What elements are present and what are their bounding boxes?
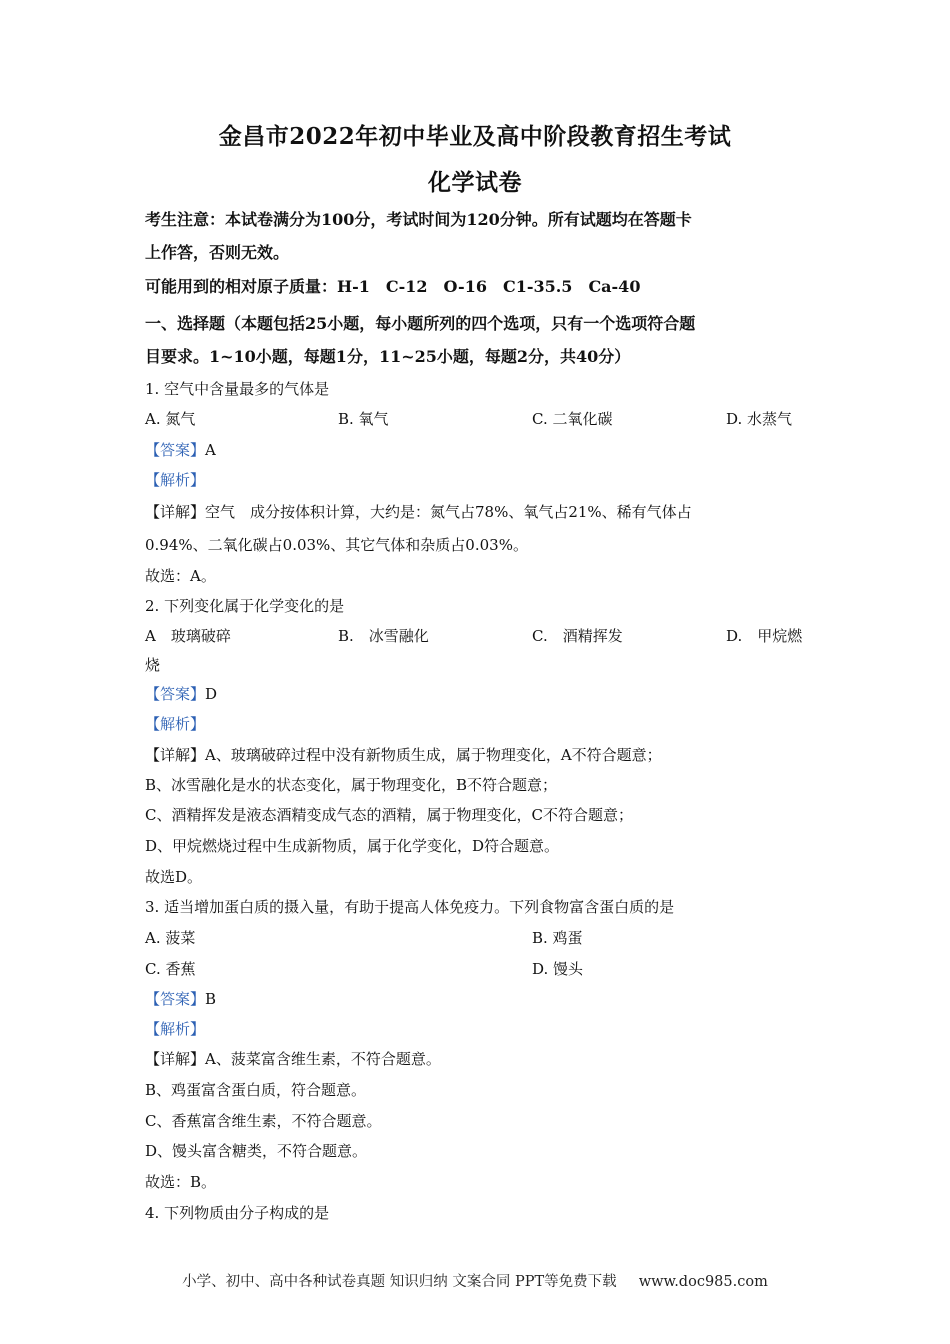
exam-subtitle: 化学试卷 [428, 169, 522, 196]
q2-option-wrap: 烧 [145, 656, 161, 674]
footer-text: 小学、初中、高中各种试卷真题 知识归纳 文案合同 PPT等免费下载 [182, 1274, 617, 1290]
q2-option-a: A 玻璃破碎 [145, 627, 231, 645]
q2-answer [145, 683, 217, 704]
answer-value: A [205, 441, 216, 459]
q2-option-c: C. 酒精挥发 [532, 627, 623, 645]
answer-tag: 【答案】 [145, 990, 206, 1008]
q2-stem: 2. 下列变化属于化学变化的是 [145, 597, 345, 615]
q3-answer [145, 988, 216, 1009]
q1-stem: 1. 空气中含量最多的气体是 [145, 380, 330, 398]
q3-detail-line: 【详解】A、菠菜富含维生素，不符合题意。 [145, 1050, 441, 1068]
q4-stem: 4. 下列物质由分子构成的是 [145, 1204, 330, 1222]
q1-option-c: C. 二氧化碳 [532, 410, 613, 428]
answer-value: B [205, 990, 217, 1008]
q3-option-a: A. 菠菜 [145, 929, 196, 947]
q1-option-a: A. 氮气 [145, 410, 196, 428]
q3-detail-line: C、香蕉富含维生素，不符合题意。 [145, 1112, 382, 1130]
q3-option-c: C. 香蕉 [145, 960, 196, 978]
exam-title: 金昌市2022年初中毕业及高中阶段教育招生考试 [218, 123, 732, 150]
answer-tag: 【答案】 [145, 441, 206, 459]
q2-detail-line: D、甲烷燃烧过程中生成新物质，属于化学变化，D符合题意。 [145, 837, 560, 855]
q2-detail-line: 【详解】A、玻璃破碎过程中没有新物质生成，属于物理变化，A不符合题意； [145, 746, 662, 764]
q3-option-d: D. 馒头 [532, 960, 584, 978]
q3-stem: 3. 适当增加蛋白质的摄入量，有助于提高人体免疫力。下列食物富含蛋白质的是 [145, 898, 675, 916]
notice-line-2: 上作答，否则无效。 [145, 243, 290, 262]
q2-analysis-tag: 【解析】 [145, 715, 206, 733]
q3-conclusion: 故选：B。 [145, 1173, 217, 1191]
answer-value: D [205, 685, 218, 703]
q1-analysis-tag: 【解析】 [145, 471, 206, 489]
q1-option-d: D. 水蒸气 [726, 410, 793, 428]
section-heading-line-2: 目要求。1~10小题，每题1分，11~25小题，每题2分，共40分） [145, 347, 631, 366]
q1-conclusion: 故选：A。 [145, 567, 216, 585]
q2-option-b: B. 冰雪融化 [338, 627, 429, 645]
notice-line-1: 考生注意：本试卷满分为100分，考试时间为120分钟。所有试题均在答题卡 [145, 210, 692, 229]
q2-detail-line: C、酒精挥发是液态酒精变成气态的酒精，属于物理变化，C不符合题意； [145, 806, 633, 824]
q3-option-b: B. 鸡蛋 [532, 929, 583, 947]
footer-site-link[interactable]: www.doc985.com [638, 1274, 768, 1290]
q2-detail-line: B、冰雪融化是水的状态变化，属于物理变化，B不符合题意； [145, 776, 558, 794]
q1-option-b: B. 氧气 [338, 410, 389, 428]
q2-option-d: D. 甲烷燃 [726, 627, 803, 645]
q1-answer [145, 439, 216, 460]
q3-analysis-tag: 【解析】 [145, 1020, 206, 1038]
q2-conclusion: 故选D。 [145, 868, 203, 886]
q1-detail-line-1: 【详解】空气 成分按体积计算，大约是：氮气占78%、氧气占21%、稀有气体占 [145, 503, 692, 521]
q1-detail-line-2: 0.94%、二氧化碳占0.03%、其它气体和杂质占0.03%。 [145, 536, 528, 554]
q3-detail-line: B、鸡蛋富含蛋白质，符合题意。 [145, 1081, 367, 1099]
q3-detail-line: D、馒头富含糖类，不符合题意。 [145, 1142, 368, 1160]
answer-tag: 【答案】 [145, 685, 206, 703]
section-heading-line-1: 一、选择题（本题包括25小题，每小题所列的四个选项，只有一个选项符合题 [145, 314, 696, 333]
page-footer [0, 1270, 950, 1291]
atomic-mass-line: 可能用到的相对原子质量：H-1 C-12 O-16 C1-35.5 Ca-40 [145, 277, 641, 296]
